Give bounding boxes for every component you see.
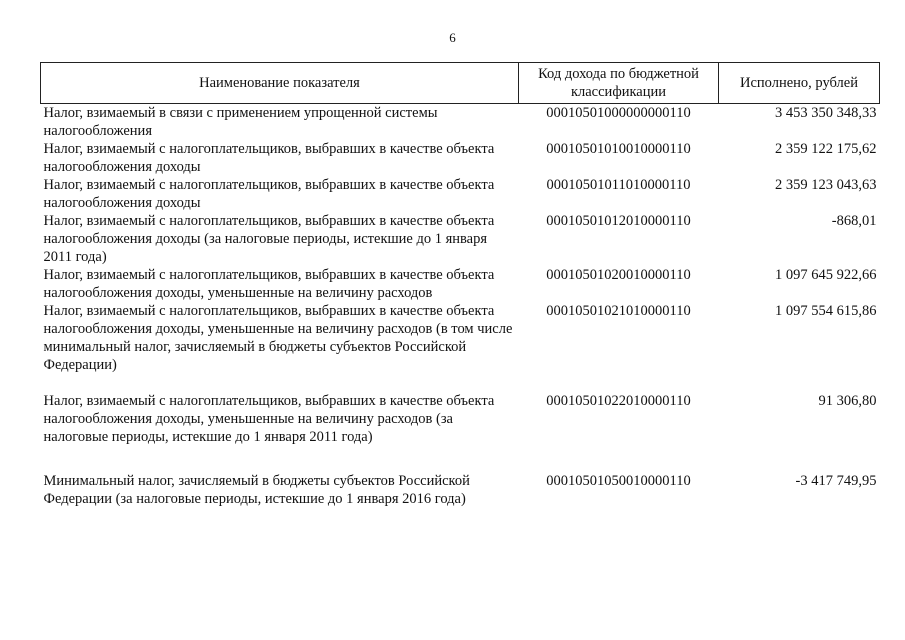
executed-amount: 2 359 122 175,62 <box>775 141 877 157</box>
revenue-code: 00010501011010000110 <box>546 177 691 193</box>
revenue-code: 00010501050010000110 <box>546 473 691 489</box>
indicator-name: Налог, взимаемый в связи с применением упрощенной системы налогообложения <box>43 105 438 139</box>
header-indicator-name: Наименование показателя <box>41 63 519 104</box>
table-header-row <box>41 63 880 104</box>
indicator-name: Налог, взимаемый с налогоплательщиков, выбравших в качестве объекта налогообложения доходы, уменьшенные на величину расходов <box>43 267 495 301</box>
revenue-code: 00010501010010000110 <box>546 141 691 157</box>
executed-amount: 2 359 123 043,63 <box>775 177 877 193</box>
header-revenue-code: Код дохода по бюджетной классификации <box>519 63 719 104</box>
executed-amount: 1 097 554 615,86 <box>775 303 877 319</box>
indicator-name: Налог, взимаемый с налогоплательщиков, выбравших в качестве объекта налогообложения доходы (за налоговые периоды, истекшие до 1 января 2011 года) <box>43 213 495 265</box>
table-row <box>41 392 880 472</box>
table-row <box>41 104 880 141</box>
indicator-name: Налог, взимаемый с налогоплательщиков, выбравших в качестве объекта налогообложения доходы, уменьшенные на величину расходов (в том числе минимальный налог, зачисляемый в бюджеты субъектов Российской Федерации) <box>43 303 513 373</box>
header-executed-amount: Исполнено, рублей <box>719 63 880 104</box>
indicator-name: Налог, взимаемый с налогоплательщиков, выбравших в качестве объекта налогообложения доходы <box>43 141 495 175</box>
table-row <box>41 140 880 176</box>
revenue-code: 00010501012010000110 <box>546 213 691 229</box>
page-number: 6 <box>449 30 456 45</box>
indicator-name: Налог, взимаемый с налогоплательщиков, выбравших в качестве объекта налогообложения доходы <box>43 177 495 211</box>
table-row <box>41 176 880 212</box>
revenue-code: 00010501022010000110 <box>546 393 691 409</box>
revenue-code: 00010501020010000110 <box>546 267 691 283</box>
executed-amount: 3 453 350 348,33 <box>775 105 877 121</box>
indicator-name: Налог, взимаемый с налогоплательщиков, выбравших в качестве объекта налогообложения доходы, уменьшенные на величину расходов (за налоговые периоды, истекшие до 1 января 2011 года) <box>43 393 495 445</box>
table-row <box>41 472 880 508</box>
executed-amount: 91 306,80 <box>818 393 877 409</box>
table-row <box>41 266 880 302</box>
revenue-code: 00010501000000000110 <box>546 105 691 121</box>
executed-amount: 1 097 645 922,66 <box>775 267 877 283</box>
revenue-table <box>40 62 880 508</box>
revenue-code: 00010501021010000110 <box>546 303 691 319</box>
table-row <box>41 212 880 266</box>
executed-amount: -3 417 749,95 <box>795 473 877 489</box>
indicator-name: Минимальный налог, зачисляемый в бюджеты субъектов Российской Федерации (за налоговые периоды, истекшие до 1 января 2016 года) <box>43 473 470 507</box>
executed-amount: -868,01 <box>831 213 877 229</box>
table-row <box>41 302 880 392</box>
